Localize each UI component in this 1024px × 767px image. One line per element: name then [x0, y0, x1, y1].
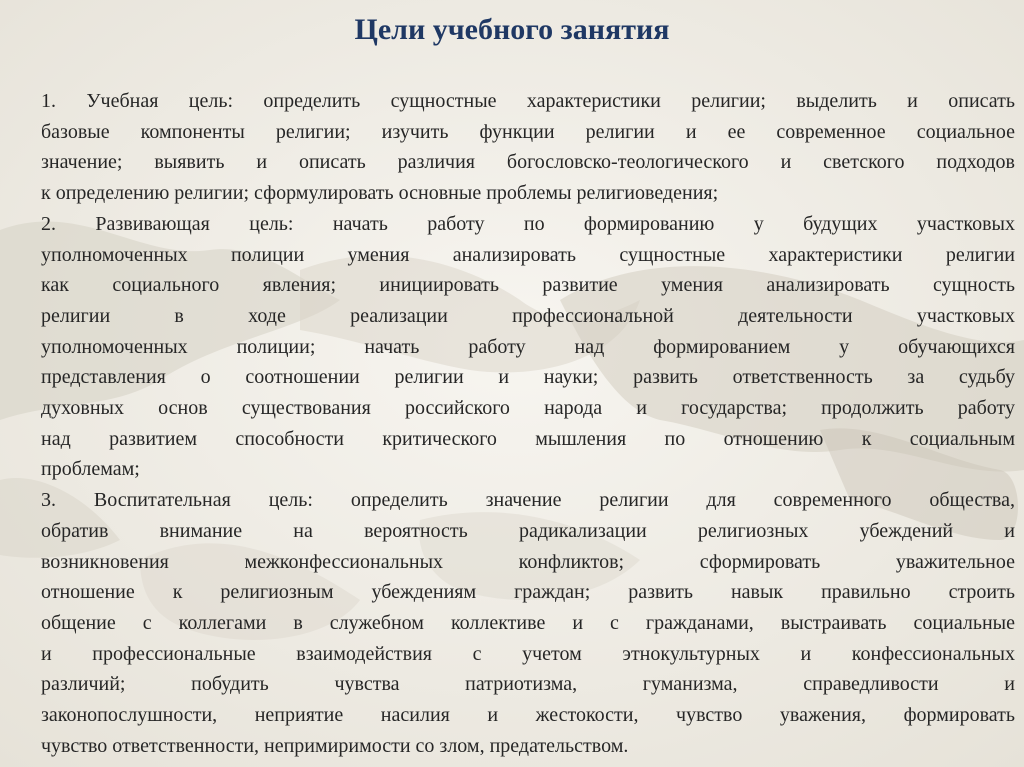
text-line: уполномоченных полиции; начать работу над формированием у обучающихся — [41, 335, 1015, 358]
goal-upbringing — [41, 485, 1015, 761]
text-line: над развитием способности критического мышления по отношению к социальным — [41, 427, 1015, 450]
text-line: отношение к религиозным убеждениям граждан; развить навык правильно строить — [41, 581, 1015, 604]
text-line: чувство ответственности, непримиримости со злом, предательством. — [41, 734, 629, 757]
text-line: религии в ходе реализации профессиональной деятельности участковых — [41, 304, 1015, 327]
text-line: 1. Учебная цель: определить сущностные характеристики религии; выделить и описать — [41, 90, 1015, 112]
text-line: проблемам; — [41, 458, 140, 481]
text-line: как социального явления; инициировать развитие умения анализировать сущность — [41, 274, 1015, 297]
text-line: возникновения межконфессиональных конфликтов; сформировать уважительное — [41, 550, 1015, 573]
text-line: 2. Развивающая цель: начать работу по формированию у будущих участковых — [41, 212, 1015, 235]
text-line: базовые компоненты религии; изучить функции религии и ее современное социальное — [41, 120, 1015, 143]
text-line: и профессиональные взаимодействия с учетом этнокультурных и конфессиональных — [41, 642, 1015, 665]
text-line: представления о соотношении религии и науки; развить ответственность за судьбу — [41, 366, 1015, 389]
text-line: различий; побудить чувства патриотизма, гуманизма, справедливости и — [41, 673, 1015, 696]
text-line: законопослушности, неприятие насилия и жестокости, чувство уважения, формировать — [41, 704, 1015, 727]
text-line: 3. Воспитательная цель: определить значение религии для современного общества, — [41, 489, 1015, 512]
text-line: значение; выявить и описать различия богословско-теологического и светского подходов — [41, 151, 1015, 174]
slide-title: Цели учебного занятия — [354, 13, 670, 46]
text-line: духовных основ существования российского народа и государства; продолжить работу — [41, 397, 1015, 420]
goal-educational — [41, 86, 1015, 209]
goal-developmental — [41, 209, 1015, 485]
text-line: обратив внимание на вероятность радикализации религиозных убеждений и — [41, 519, 1015, 542]
goals-text — [41, 86, 1015, 761]
text-line: уполномоченных полиции умения анализировать сущностные характеристики религии — [41, 243, 1015, 266]
text-line: общение с коллегами в служебном коллективе и с гражданами, выстраивать социальные — [41, 611, 1015, 634]
text-line: к определению религии; сформулировать основные проблемы религиоведения; — [41, 182, 719, 205]
